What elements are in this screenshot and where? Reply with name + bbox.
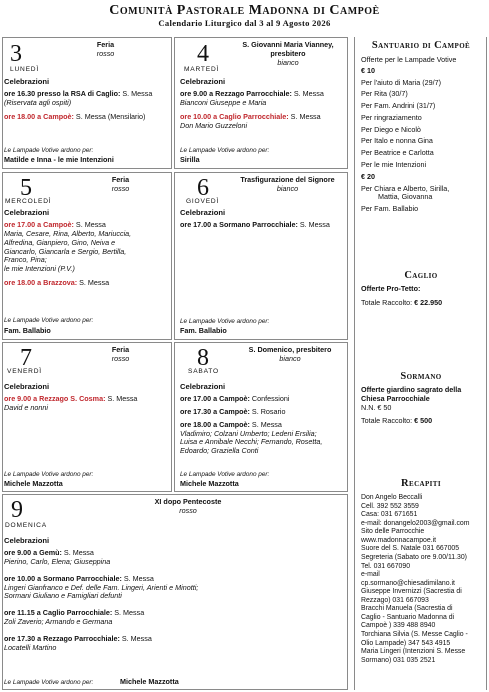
offering-item: Per le mie Intenzioni	[361, 160, 427, 170]
mass-note: Giancarlo, Giancarla e Sergio, Bertilla,	[4, 246, 127, 256]
day-number: 3	[10, 41, 22, 67]
offering-item: Per Beatrice e Carlotta	[361, 148, 434, 158]
mass-note: Luisa e Annibale Necchi; Fernando, Rosetta,	[180, 437, 323, 447]
day-7-content	[4, 382, 137, 413]
day-name: VENERDÌ	[7, 368, 42, 375]
sormano-section	[361, 386, 461, 426]
day-title	[235, 346, 345, 364]
caglio-heading: Caglio	[404, 270, 438, 281]
lamp-label: Le Lampade Votive ardono per:	[180, 147, 270, 154]
celebrazioni-heading: Celebrazioni	[4, 382, 50, 391]
page-title: Comunità Pastorale Madonna di Campoè	[109, 3, 380, 18]
offering-group-10: € 10	[361, 65, 375, 75]
mass-line: ore 11.15 a Caglio Parrocchiale: S. Messa	[4, 608, 145, 618]
contact-line: Sito delle Parrocchie	[361, 528, 425, 536]
day-name: GIOVEDÌ	[186, 198, 220, 205]
mass-note: Maria, Cesare, Rina, Alberto, Mariuccia,	[4, 229, 132, 239]
sormano-line: N.N. € 50	[361, 402, 392, 412]
sormano-line: Chiesa Parrocchiale	[361, 393, 430, 403]
offering-item: Per Fam. Andrini (31/7)	[361, 101, 436, 111]
liturgical-title: Feria	[111, 345, 130, 354]
lamp-recipients: Matilde e Inna - le mie Intenzioni	[4, 155, 114, 164]
mass-line: ore 17.30 a Campoè: S. Rosario	[180, 407, 286, 417]
day-number: 8	[197, 345, 209, 371]
liturgical-color: bianco	[277, 57, 299, 67]
day-number: 4	[197, 41, 209, 67]
contact-line: Campoè ) 339 488 8940	[361, 622, 436, 630]
day-card-6	[174, 172, 348, 340]
contact-line: Rezzago) 031 667093	[361, 596, 429, 604]
contact-line: Cell. 392 552 3559	[361, 502, 419, 510]
offering-item: Per l'aiuto di Maria (29/7)	[361, 77, 442, 87]
liturgical-title: Trasfigurazione del Signore	[240, 175, 335, 184]
celebrazioni-heading: Celebrazioni	[4, 536, 50, 545]
mass-line: ore 9.00 a Gemù: S. Messa	[4, 548, 94, 558]
day-title	[98, 176, 143, 194]
mass-note: Zoli Zaverio; Armando e Germana	[4, 616, 113, 626]
day-number: 7	[20, 345, 32, 371]
day-title	[83, 41, 128, 59]
celebrazioni-heading: Celebrazioni	[4, 208, 50, 217]
liturgical-title: Feria	[96, 40, 115, 49]
day-name: MARTEDÌ	[184, 66, 220, 73]
lamp-label: Le Lampade Votive ardono per:	[180, 318, 270, 325]
contact-line: Sormano) 031 035 2521	[361, 656, 436, 664]
offering-item-cont: Mattia, Giovanna	[378, 192, 433, 202]
contact-line: Giuseppe Invernizzi (Sacrestia di	[361, 588, 462, 596]
day-number: 6	[197, 175, 209, 201]
recapiti-section	[361, 494, 470, 665]
lamp-label: Le Lampade Votive ardono per:	[4, 471, 94, 478]
mass-line: ore 9.00 a Rezzago S. Cosma: S. Messa	[4, 394, 138, 404]
day-title	[98, 346, 143, 364]
mass-line: ore 16.30 presso la RSA di Caglio: S. Messa	[4, 89, 153, 99]
mass-note: le mie Intenzioni (P.V.)	[4, 264, 75, 274]
liturgical-color: rosso	[111, 353, 130, 363]
celebrazioni-heading: Celebrazioni	[4, 77, 50, 86]
mass-note: Sormani Giuliano e Famigliari defunti	[4, 591, 122, 601]
lamp-label: Le Lampade Votive ardono per:	[180, 471, 270, 478]
lamp-recipients: Michele Mazzotta	[4, 479, 63, 488]
caglio-section	[361, 285, 442, 308]
contact-line: Casa: 031 671651	[361, 511, 418, 519]
day-3-content	[4, 77, 152, 122]
sormano-line: Offerte giardino sagrato della	[361, 385, 462, 394]
contact-line: Olio Lampade) 347 543 4915	[361, 639, 451, 647]
caglio-total: Totale Raccolto: € 22.950	[361, 297, 443, 307]
mass-note: David e nonni	[4, 403, 48, 413]
day-name: LUNEDÌ	[10, 66, 39, 73]
page-subtitle: Calendario Liturgico dal 3 al 9 Agosto 2026	[158, 18, 331, 28]
mass-note: Edoardo; Graziella Conti	[180, 446, 259, 456]
contact-line: Torchiana Silvia (S. Messe Caglio -	[361, 631, 468, 638]
mass-line: ore 10.00 a Sormano Parrocchiale: S. Messa	[4, 573, 154, 583]
recapiti-heading: Recapiti	[401, 478, 441, 489]
liturgical-color: bianco	[276, 183, 299, 193]
offerings-intro: Offerte per le Lampade Votive	[361, 55, 457, 64]
mass-note: Locatelli Martino	[4, 642, 57, 652]
santuario-offerings	[361, 56, 456, 214]
mass-line: ore 17.00 a Campoè: Confessioni	[180, 394, 290, 404]
sormano-total: Totale Raccolto: € 500	[361, 416, 433, 426]
liturgical-color: rosso	[96, 48, 115, 58]
mass-line: ore 18.00 a Brazzova: S. Messa	[4, 277, 110, 287]
mass-note: Vladimiro; Colzani Umberto; Ledeni Ersilia;	[180, 428, 317, 438]
liturgical-title: Feria	[111, 175, 130, 184]
mass-line: ore 17.00 a Sormano Parrocchiale: S. Messa	[180, 220, 330, 230]
mass-line: ore 18.00 a Campoè: S. Messa	[180, 419, 282, 429]
liturgical-title: XI dopo Pentecoste	[154, 497, 222, 506]
offering-item: Per ringraziamento	[361, 112, 422, 122]
day-card-7	[2, 342, 172, 492]
contact-line: Segreteria (Sabato ore 9.00/11.30)	[361, 553, 467, 561]
contact-line[interactable]: e-mail: donangelo2003@gmail.com	[361, 519, 470, 527]
liturgical-color: bianco	[279, 353, 301, 363]
lamp-recipients: Fam. Ballabio	[180, 326, 227, 335]
mass-note: Don Mario Guzzeloni	[180, 120, 248, 130]
lamp-recipients: Sirilla	[180, 155, 200, 164]
day-number: 9	[11, 497, 23, 523]
lamp-recipients: Michele Mazzotta	[180, 479, 239, 488]
liturgical-color: rosso	[111, 183, 130, 193]
lamp-recipients: Fam. Ballabio	[4, 326, 51, 335]
offering-item: Per Italo e nonna Gina	[361, 136, 433, 146]
mass-note: Franco, Pina;	[4, 255, 47, 265]
day-title	[143, 498, 233, 516]
celebrazioni-heading: Celebrazioni	[180, 382, 226, 391]
day-title	[228, 41, 348, 67]
mass-line: ore 10.00 a Caglio Parrocchiale: S. Messa	[180, 111, 321, 121]
santuario-heading: Santuario di Campoè	[371, 40, 471, 51]
day-9-content	[4, 536, 198, 652]
contact-line: Suore del S. Natale 031 667005	[361, 545, 460, 553]
sormano-heading: Sormano	[400, 371, 442, 382]
day-title	[230, 176, 345, 194]
mass-note: Alfredina, Gianpiero, Gino, Neiva e	[4, 237, 116, 247]
offering-item: Per Diego e Nicolò	[361, 124, 421, 134]
offering-item: Per Rita (30/7)	[361, 89, 408, 99]
day-number: 5	[20, 175, 32, 201]
mass-note: Lingeri Gianfranco e Def. delle Fam. Lingeri, Arienti e Minotti;	[4, 582, 199, 592]
day-5-content	[4, 208, 131, 288]
contact-line: Don Angelo Beccalli	[361, 494, 423, 501]
lamp-label: Le Lampade Votive ardono per:	[4, 147, 94, 154]
lamp-recipients: Michele Mazzotta	[120, 677, 179, 686]
lamp-label: Le Lampade Votive ardono per:	[4, 679, 94, 686]
day-name: MERCOLEDÌ	[5, 198, 52, 205]
mass-line: ore 17.00 a Campoè: S. Messa	[4, 220, 106, 230]
contact-line: Bracchi Manuela (Sacrestia di	[361, 605, 453, 613]
caglio-line: Offerte Pro-Tetto:	[361, 284, 421, 293]
lamp-label: Le Lampade Votive ardono per:	[4, 317, 94, 324]
offering-group-20: € 20	[361, 171, 375, 181]
day-6-content	[180, 208, 330, 230]
day-name: DOMENICA	[5, 522, 47, 529]
liturgical-title: S. Domenico, presbitero	[248, 345, 332, 354]
offering-item: Per Chiara e Alberto, Sirilla,	[361, 183, 450, 193]
mass-line: ore 18.00 a Campoè: S. Messa (Mensilario)	[4, 111, 146, 121]
contact-line: e-mail	[361, 571, 380, 579]
contact-line: Caglio - Santuario Madonna di	[361, 613, 455, 621]
day-4-content	[180, 77, 324, 130]
liturgical-title: S. Giovanni Maria Vianney, presbitero	[242, 40, 334, 58]
celebrazioni-heading: Celebrazioni	[180, 208, 226, 217]
contact-line: Maria Lingeri (Intenzioni S. Messe	[361, 648, 466, 656]
contact-line[interactable]: cp.sormano@chiesadimilano.it	[361, 579, 455, 587]
contact-line[interactable]: www.madonnacampoe.it	[361, 536, 437, 544]
contact-line: Tel. 031 667090	[361, 562, 411, 570]
mass-line: ore 17.30 a Rezzago Parrocchiale: S. Messa	[4, 633, 152, 643]
mass-note: Bianconi Giuseppe e Maria	[180, 98, 267, 108]
offering-item: Per Fam. Ballabio	[361, 204, 419, 214]
day-8-content	[180, 382, 322, 456]
mass-line: ore 9.00 a Rezzago Parrocchiale: S. Messa	[180, 89, 324, 99]
day-name: SABATO	[188, 368, 219, 375]
celebrazioni-heading: Celebrazioni	[180, 77, 226, 86]
mass-note: (Riservata agli ospiti)	[4, 98, 72, 108]
mass-note: Pierino, Carlo, Elena; Giuseppina	[4, 557, 111, 567]
liturgical-color: rosso	[179, 505, 197, 515]
